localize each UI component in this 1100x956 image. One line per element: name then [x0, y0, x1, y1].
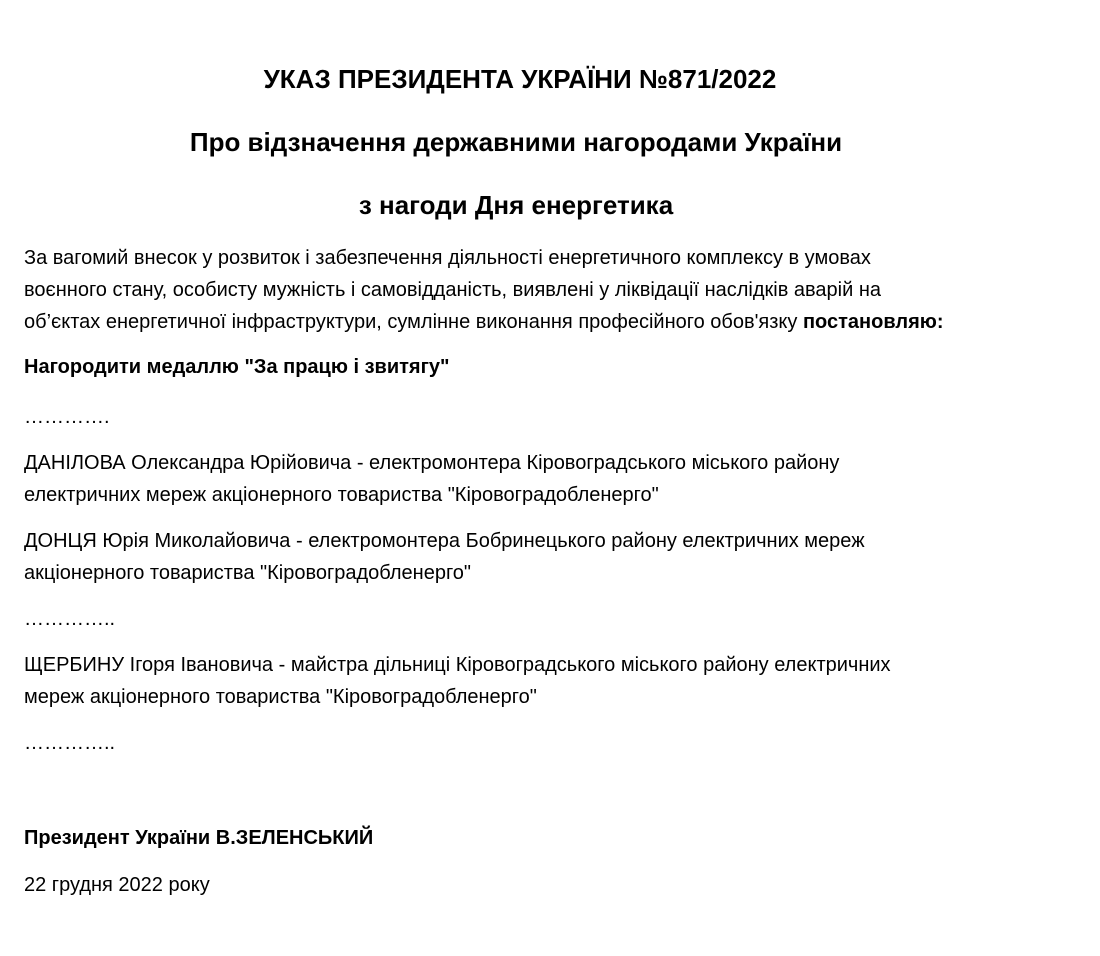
- omission-ellipsis: ………….: [24, 406, 110, 428]
- intro-line-2: воєнного стану, особисту мужність і самовідданість, виявлені у ліквідації наслідків аварій на: [24, 279, 882, 301]
- awardee-line-1: ДАНІЛОВА Олександра Юрійовича - електромонтера Кіровоградського міського району: [24, 452, 840, 474]
- awardee-line-2: електричних мереж акціонерного товариства "Кіровоградобленерго": [24, 484, 659, 506]
- awardee-line-2: мереж акціонерного товариства "Кіровоградобленерго": [24, 686, 537, 708]
- awardee-line-2: акціонерного товариства "Кіровоградобленерго": [24, 562, 472, 584]
- intro-resolution-word: постановляю:: [802, 311, 944, 333]
- decree-title: УКАЗ ПРЕЗИДЕНТА УКРАЇНИ №871/2022: [263, 64, 777, 94]
- intro-line-1: За вагомий внесок у розвиток і забезпечення діяльності енергетичного комплексу в умовах: [24, 247, 871, 269]
- awardee-line-1: ДОНЦЯ Юрія Миколайовича - електромонтера Бобринецького району електричних мереж: [24, 530, 865, 552]
- awardee-entry: [24, 447, 1074, 511]
- intro-paragraph: [24, 242, 1074, 338]
- awardee-entry: [24, 649, 1074, 713]
- decree-subtitle: Про відзначення державними нагородами України: [189, 127, 843, 157]
- medal-heading: Нагородити медаллю "За працю і звитягу": [24, 356, 450, 378]
- awardee-line-1: ЩЕРБИНУ Ігоря Івановича - майстра дільниці Кіровоградського міського району електричних: [24, 654, 891, 676]
- omission-ellipsis: …………..: [24, 732, 116, 754]
- decree-occasion: з нагоди Дня енергетика: [358, 190, 674, 220]
- decree-date: 22 грудня 2022 року: [24, 874, 210, 896]
- intro-line-3-text: об’єктах енергетичної інфраструктури, сумлінне виконання професійного обов'язку: [24, 311, 803, 333]
- signature-line: Президент України В.ЗЕЛЕНСЬКИЙ: [24, 827, 374, 849]
- intro-line-3: [24, 306, 1074, 338]
- awardee-entry: [24, 525, 1074, 589]
- omission-ellipsis: …………..: [24, 608, 116, 630]
